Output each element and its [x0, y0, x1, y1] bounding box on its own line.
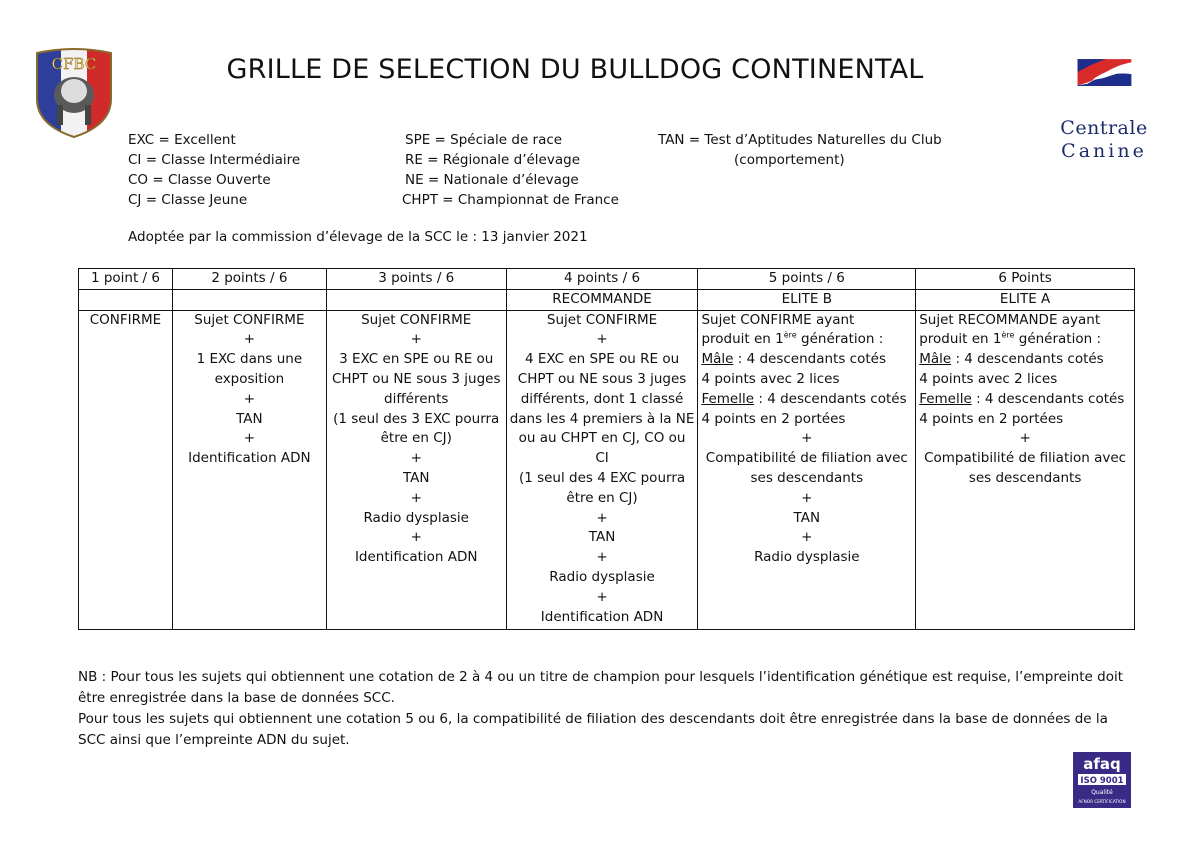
- criteria-line: +: [410, 331, 422, 348]
- criteria-line: 4 points avec 2 lices: [919, 370, 1058, 387]
- legend-item: RE = Régionale d’élevage: [405, 152, 580, 168]
- criteria-line: Identification ADN: [540, 608, 664, 625]
- criteria-line: TAN: [588, 529, 616, 546]
- criteria-line: être en CJ): [566, 489, 638, 506]
- criteria-text: génération :: [1014, 331, 1102, 348]
- criteria-line: +: [801, 489, 813, 506]
- criteria-line: [701, 350, 912, 370]
- criteria-line: CHPT ou NE sous 3 juges: [517, 370, 687, 387]
- svg-text:Qualité: Qualité: [1091, 789, 1113, 796]
- criteria-text: : 4 descendants cotés: [754, 390, 907, 407]
- criteria-line: [919, 350, 1131, 370]
- criteria-line: (1 seul des 4 EXC pourra: [518, 469, 686, 486]
- criteria-line: +: [410, 450, 422, 467]
- legend-item: CJ = Classe Jeune: [128, 192, 248, 208]
- header-cell: 5 points / 6: [698, 269, 916, 290]
- legend-column-2: [402, 130, 619, 210]
- page-title: GRILLE DE SELECTION DU BULLDOG CONTINENTAL: [226, 54, 924, 85]
- svg-text:afaq: afaq: [1083, 755, 1121, 773]
- svg-text:AFNOR CERTIFICATION: AFNOR CERTIFICATION: [1078, 799, 1126, 804]
- centrale-canine-wordmark-line2: Canine: [1061, 140, 1147, 162]
- criteria-line: Compatibilité de filiation avec: [924, 450, 1127, 467]
- points-header-row: [79, 269, 1135, 290]
- legend-item: CHPT = Championnat de France: [402, 192, 619, 208]
- superscript: ère: [1001, 330, 1015, 340]
- criteria-line: +: [410, 489, 422, 506]
- female-label: Femelle: [919, 390, 972, 407]
- legend-item: SPE = Spéciale de race: [405, 132, 563, 148]
- legend-column-3: [658, 130, 942, 170]
- criteria-line: TAN: [793, 509, 821, 526]
- criteria-line: Radio dysplasie: [754, 549, 860, 566]
- criteria-line: Identification ADN: [354, 549, 478, 566]
- criteria-line: Radio dysplasie: [549, 568, 655, 585]
- criteria-text: génération :: [796, 331, 884, 348]
- criteria-line: [919, 330, 1131, 350]
- criteria-line: différents, dont 1 classé: [520, 390, 684, 407]
- svg-text:ISO 9001: ISO 9001: [1080, 776, 1124, 786]
- criteria-cell-1: CONFIRME: [79, 310, 173, 629]
- title-cell: ELITE A: [916, 289, 1135, 310]
- title-row: [79, 289, 1135, 310]
- criteria-line: Sujet RECOMMANDE ayant: [919, 311, 1101, 328]
- criteria-line: +: [1019, 430, 1031, 447]
- legend-item-sub: (comportement): [734, 152, 845, 168]
- criteria-line: Sujet CONFIRME ayant: [701, 311, 855, 328]
- adoption-date-note: Adoptée par la commission d’élevage de la SCC le : 13 janvier 2021: [128, 229, 588, 245]
- criteria-line: Sujet CONFIRME: [194, 311, 305, 328]
- male-label: Mâle: [919, 351, 952, 368]
- criteria-line: TAN: [236, 410, 263, 427]
- header-cell: 3 points / 6: [326, 269, 506, 290]
- criteria-line: ses descendants: [750, 469, 864, 486]
- criteria-line: exposition: [214, 370, 285, 387]
- criteria-line: Identification ADN: [188, 450, 311, 467]
- criteria-line: TAN: [402, 469, 430, 486]
- criteria-cell-6: [916, 310, 1135, 629]
- criteria-line: +: [596, 549, 608, 566]
- criteria-line: +: [410, 529, 422, 546]
- title-cell: ELITE B: [698, 289, 916, 310]
- svg-text:CFBC: CFBC: [51, 55, 97, 73]
- criteria-line: +: [801, 529, 813, 546]
- header-cell: 1 point / 6: [79, 269, 173, 290]
- criteria-line: 1 EXC dans une: [196, 351, 303, 368]
- centrale-canine-wordmark-line1: Centrale: [1060, 117, 1148, 139]
- criteria-line: ou au CHPT en CJ, CO ou: [518, 430, 686, 447]
- selection-grid-table: [78, 268, 1135, 630]
- criteria-line: +: [243, 390, 256, 407]
- criteria-line: +: [801, 430, 813, 447]
- criteria-line: 4 EXC en SPE ou RE ou: [524, 351, 680, 368]
- afaq-iso-9001-logo: [1073, 752, 1131, 808]
- criteria-cell-4: [506, 310, 698, 629]
- legend-item: NE = Nationale d’élevage: [405, 172, 579, 188]
- criteria-line: +: [596, 588, 608, 605]
- criteria-line: (1 seul des 3 EXC pourra: [333, 410, 500, 427]
- criteria-line: dans les 4 premiers à la NE: [509, 410, 695, 427]
- title-cell: RECOMMANDE: [506, 289, 698, 310]
- legend-item: EXC = Excellent: [128, 132, 236, 148]
- criteria-cell-5: [698, 310, 916, 629]
- male-label: Mâle: [701, 351, 734, 368]
- legend-item: CO = Classe Ouverte: [128, 172, 271, 188]
- criteria-line: différents: [384, 390, 449, 407]
- legend-item: TAN = Test d’Aptitudes Naturelles du Club: [658, 132, 942, 148]
- criteria-line: ses descendants: [968, 469, 1082, 486]
- header-cell: 4 points / 6: [506, 269, 698, 290]
- criteria-cell-3: [326, 310, 506, 629]
- legend-column-1: [128, 130, 300, 210]
- criteria-line: Radio dysplasie: [363, 509, 469, 526]
- criteria-line: CI: [595, 450, 609, 467]
- nb-paragraph: NB : Pour tous les sujets qui obtiennent une cotation de 2 à 4 ou un titre de champion pour lesquels l’identification génétique est requise, l’empreinte doit être enregistrée dans la base de données SCC.: [78, 669, 1124, 706]
- criteria-line: 4 points avec 2 lices: [701, 370, 840, 387]
- criteria-text: produit en 1: [701, 331, 784, 348]
- criteria-row: [79, 310, 1135, 629]
- superscript: ère: [783, 330, 797, 340]
- criteria-line: +: [243, 430, 256, 447]
- criteria-line: Sujet CONFIRME: [361, 311, 472, 328]
- criteria-cell-2: [172, 310, 326, 629]
- header-cell: 6 Points: [916, 269, 1135, 290]
- title-cell: [326, 289, 506, 310]
- title-cell: [172, 289, 326, 310]
- header-cell: 2 points / 6: [172, 269, 326, 290]
- criteria-line: +: [243, 331, 256, 348]
- title-cell: [79, 289, 173, 310]
- criteria-line: +: [596, 331, 608, 348]
- nb-paragraph: Pour tous les sujets qui obtiennent une cotation 5 ou 6, la compatibilité de filiation des descendants doit être enregistrée dans la base de données de la SCC ainsi que l’empreinte ADN du sujet.: [78, 711, 1108, 748]
- legend-item: CI = Classe Intermédiaire: [128, 152, 301, 168]
- nb-footnote: [78, 667, 1138, 751]
- criteria-line: [919, 390, 1131, 410]
- criteria-text: : 4 descendants cotés: [733, 351, 886, 368]
- criteria-line: CHPT ou NE sous 3 juges: [331, 370, 501, 387]
- criteria-line: Compatibilité de filiation avec: [705, 450, 908, 467]
- criteria-line: +: [596, 509, 608, 526]
- criteria-line: [701, 390, 912, 410]
- criteria-line: Sujet CONFIRME: [546, 311, 658, 328]
- criteria-text: : 4 descendants cotés: [971, 390, 1125, 407]
- criteria-text: : 4 descendants cotés: [951, 351, 1104, 368]
- criteria-line: 3 EXC en SPE ou RE ou: [339, 351, 494, 368]
- criteria-text: produit en 1: [919, 331, 1002, 348]
- criteria-line: 4 points en 2 portées: [701, 410, 846, 427]
- criteria-line: 4 points en 2 portées: [919, 410, 1064, 427]
- criteria-line: [701, 330, 912, 350]
- criteria-line: être en CJ): [380, 430, 452, 447]
- female-label: Femelle: [701, 390, 755, 407]
